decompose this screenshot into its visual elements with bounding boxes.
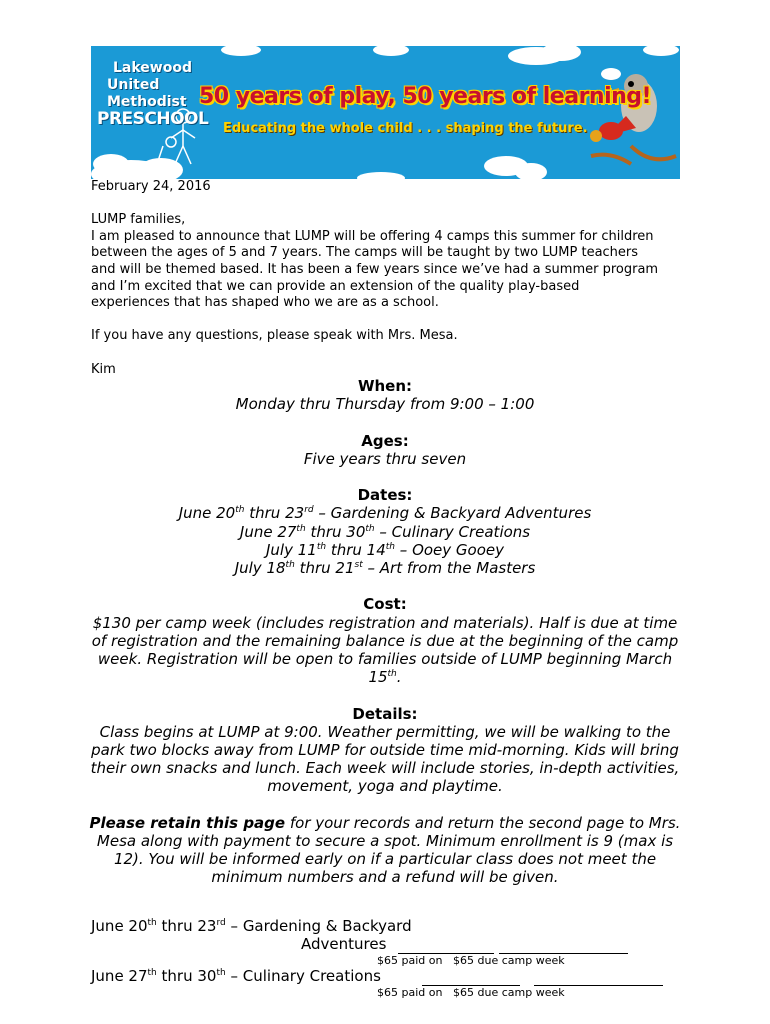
form-camp-row: June 20th thru 23rd – Gardening & Backyard [91, 917, 412, 935]
camp-details [88, 377, 682, 887]
header-banner [91, 46, 680, 179]
ages-text: Five years thru seven [303, 449, 467, 468]
retain-notice: Please retain this page for your records and return the second page to Mrs. Mesa along with payment to secure a spot. Minimum enrollment is 9 (max is 12). You will be informed early on if a particular class does not meet the minimum numbers and a refund will be given. [89, 813, 681, 887]
dates-heading: Dates: [357, 486, 413, 505]
form-camp-row: June 27th thru 30th – Culinary Creations [91, 967, 381, 985]
form-camp-row-cont: Adventures [301, 935, 387, 953]
ages-heading: Ages: [361, 431, 409, 450]
details-heading: Details: [352, 704, 418, 723]
paid-on-label: $65 paid on [377, 986, 443, 999]
letter-salutation: LUMP families, [91, 212, 186, 228]
when-text: Monday thru Thursday from 9:00 – 1:00 [235, 395, 535, 414]
preschool-logo [97, 60, 207, 128]
due-camp-week-label: $65 due camp week [453, 986, 565, 999]
cost-heading: Cost: [363, 595, 407, 614]
camp-date-line: June 27th thru 30th – Culinary Creations [239, 522, 531, 541]
letter-paragraph: I am pleased to announce that LUMP will be offering 4 camps this summer for children between the ages of 5 and 7 years. The camps will be taught by two LUMP teachers and will be themed based. It has been a few years since we’ve had a summer program and I’m excited that we can provide an extension of the quality play-based experiences that has shaped who we are as a school. [91, 228, 659, 311]
logo-line: PRESCHOOL [97, 109, 209, 129]
logo-line: Lakewood [113, 60, 192, 76]
when-heading: When: [357, 377, 413, 395]
camp-date-line: July 18th thru 21st – Art from the Masters [234, 559, 536, 577]
details-text: Class begins at LUMP at 9:00. Weather permitting, we will be walking to the park two blocks away from LUMP for outside time mid-morning. Kids will bring their own snacks and lunch. Each week will include stories, in-depth activities, movement, yoga and playtime. [90, 722, 680, 796]
letter-body [91, 179, 691, 378]
banner-tagline: Educating the whole child . . . shaping the future. [223, 121, 588, 136]
letter-signature: Kim [91, 361, 116, 377]
cost-text: $130 per camp week (includes registration and materials). Half is due at time of registration and the remaining balance is due at the beginning of the camp week. Registration will be open to families outside of LUMP beginning March 15th. [91, 613, 679, 687]
banner-headline: 50 years of play, 50 years of learning! [199, 84, 652, 109]
letter-questions: If you have any questions, please speak with Mrs. Mesa. [91, 328, 458, 344]
logo-line: United [107, 77, 160, 93]
letter-date: February 24, 2016 [91, 179, 211, 194]
paid-on-label: $65 paid on [377, 954, 443, 967]
camp-date-line: June 20th thru 23rd – Gardening & Backyard Adventures [178, 504, 592, 523]
logo-line: Methodist [107, 94, 187, 110]
camp-date-line: July 11th thru 14th – Ooey Gooey [265, 540, 505, 559]
due-camp-week-label: $65 due camp week [453, 954, 565, 967]
retain-notice-bold: Please retain this page [89, 813, 286, 832]
